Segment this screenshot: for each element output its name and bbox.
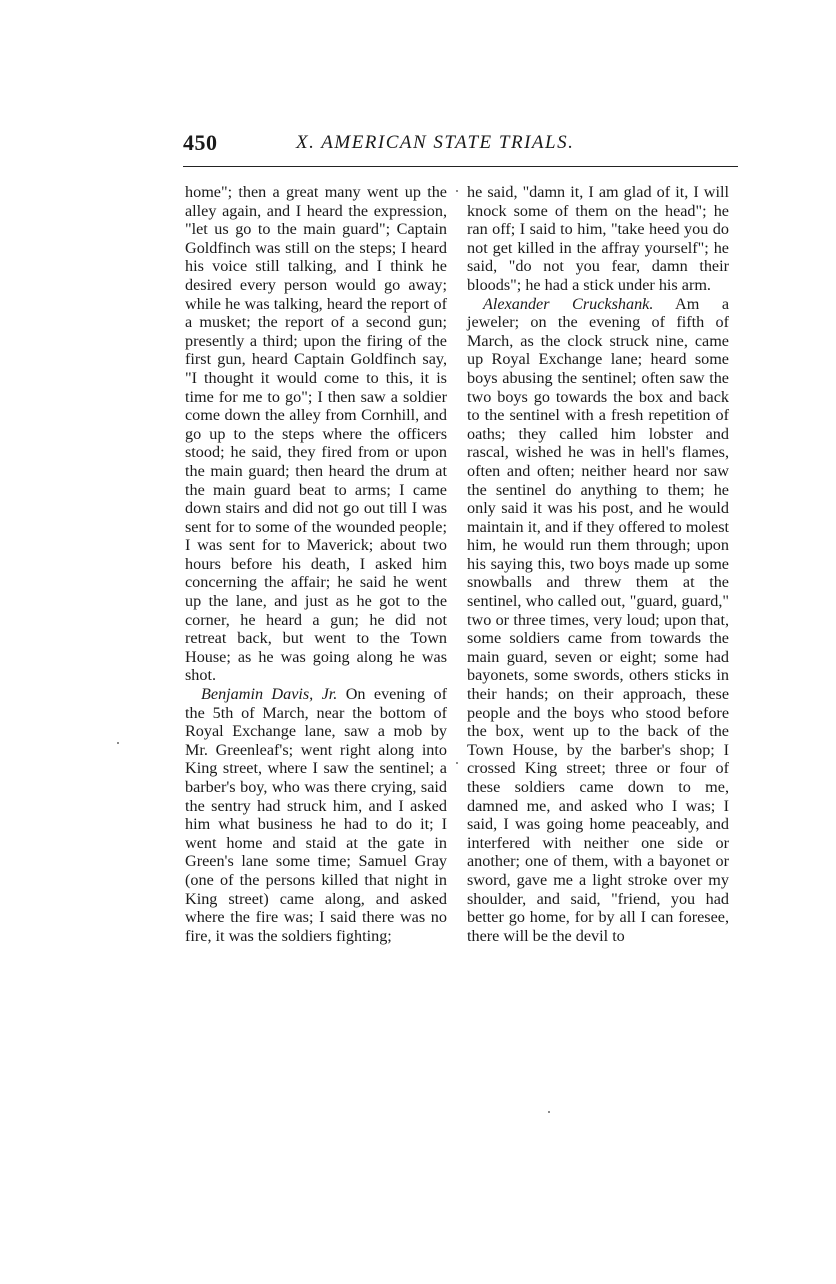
witness-name: Alexander Cruckshank. (483, 294, 654, 313)
print-speck (456, 762, 458, 764)
page-number: 450 (183, 130, 218, 155)
print-speck (548, 1111, 550, 1113)
testimony-paragraph (467, 295, 729, 946)
left-column (185, 183, 447, 945)
testimony-paragraph-continued: he said, "damn it, I am glad of it, I will knock some of them on the head"; he ran off; I said to him, "take heed you do not get killed in the affray yourself"; he said, "do not you fear, damn their bloods"; he had a stick under his arm. (467, 183, 729, 294)
right-column (467, 183, 729, 945)
print-speck (117, 742, 119, 744)
testimony-text: Am a jeweler; on the evening of fifth of March, as the clock struck nine, came up Royal Exchange lane; heard some boys abusing the sentinel; often saw the two boys go towards the box and back to the sentinel with a fresh repetition of oaths; they called him lobster and rascal, wished he was in hell's flames, often and often; neither heard nor saw the sentinel do anything to them; he only said it was his post, and he would maintain it, and if they offered to molest him, he would run them through; upon his saying this, two boys made up some snowballs and threw them at the sentinel, who called out, "guard, guard," two or three times, very loud; upon that, some soldiers came from towards the main guard, seven or eight; some had bayonets, some swords, others sticks in their hands; on their approach, these people and the boys who stood before the box, went up to the back of the Town House, by the barber's shop; I crossed King street; three or four of these soldiers came down to me, damned me, and asked who I was; I said, I was going home peaceably, and interfered with neither one side or another; one of them, with a bayonet or sword, gave me a light stroke over my shoulder, and said, "friend, you had better go home, for by all I can foresee, there will be the devil to (467, 294, 730, 945)
testimony-paragraph-continued: home"; then a great many went up the alley again, and I heard the expression, "let us go to the main guard"; Captain Goldfinch was still on the steps; I heard his voice still talking, and I think he desired every person would go away; while he was talking, heard the report of a musket; the report of a second gun; presently a third; upon the firing of the first gun, heard Captain Goldfinch say, "I thought it would come to this, it is time for me to go"; I then saw a soldier come down the alley from Cornhill, and go up to the steps where the officers stood; he said, they fired from or upon the main guard; then heard the drum at the main guard beat to arms; I came down stairs and did not go out till I was sent for to some of the wounded people; I was sent for to Maverick; about two hours before his death, I asked him concerning the affair; he said he went up the lane, and just as he got to the corner, he heard a gun; he did not retreat back, but went to the Town House; as he was going along he was shot. (185, 183, 447, 685)
header-rule (183, 166, 738, 167)
testimony-text: On evening of the 5th of March, near the bottom of Royal Exchange lane, saw a mob by Mr. Greenleaf's; went right along into King street, where I saw the sentinel; a barber's boy, who was there crying, said the sentry had struck him, and I asked him what business he had to do it; I went home and staid at the gate in Green's lane some time; Samuel Gray (one of the persons killed that night in King street) came along, and asked where the fire was; I said there was no fire, it was the soldiers fighting; (185, 685, 448, 945)
page-header (183, 130, 738, 164)
running-head: X. AMERICAN STATE TRIALS. (296, 132, 575, 153)
print-speck (456, 190, 458, 192)
testimony-paragraph (185, 685, 447, 945)
witness-name: Benjamin Davis, Jr. (201, 685, 338, 704)
